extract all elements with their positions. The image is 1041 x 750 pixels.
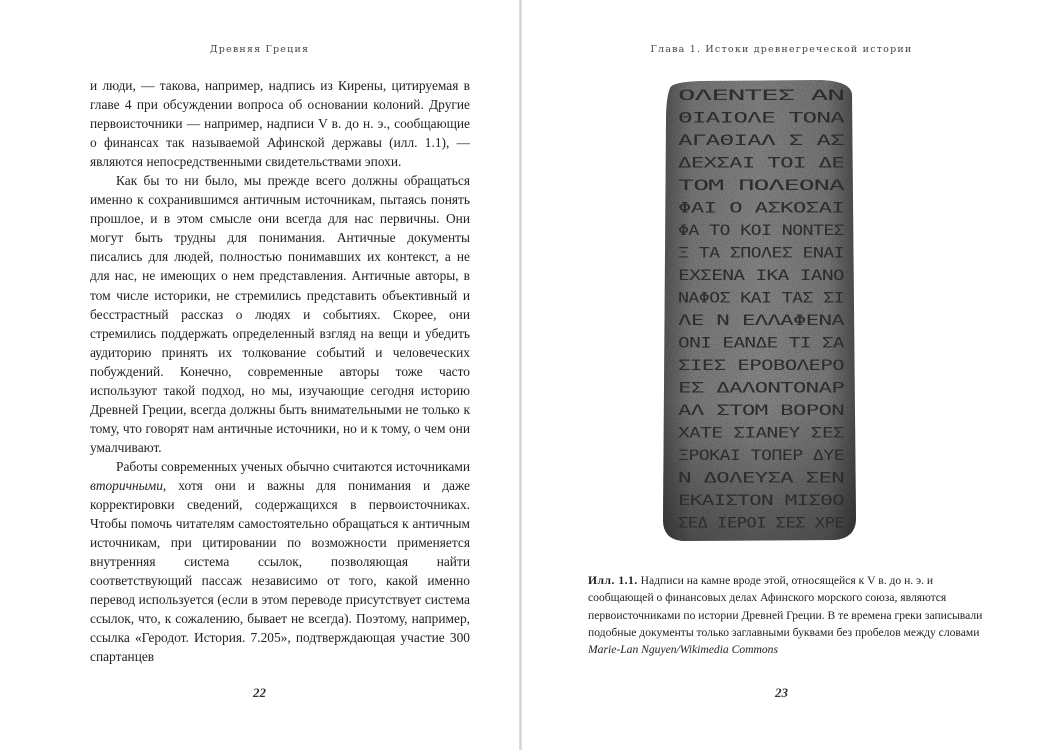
caption-credit: Marie-Lan Nguyen/Wikimedia Commons [588, 643, 778, 657]
inscription-line: ΦΑ ΤΟ ΚΟΙ ΝΟΝΤΕΣ [678, 223, 845, 239]
inscription-line: ΔΕΧΣΑΙ ΤΟΙ ΔΕ [678, 155, 844, 172]
inscription-line: ΛΕ Ν ΕΛΛΑΦΕΝΑ [678, 313, 846, 329]
running-head-right: Глава 1. Истоки древнегреческой истории [650, 44, 913, 55]
page-number-right: 23 [775, 685, 788, 700]
right-page [522, 0, 1041, 750]
inscription-line: ΟΝΙ ΕΑΝΔΕ ΤΙ ΣΑ [678, 335, 846, 352]
paragraph-1: и люди, — такова, например, надпись из Кирены, цитируемая в главе 4 при обсуждении вопроса об основании колоний. Другие первоисточники — например, надписи V в. до н. э., сообщающие о финансах так называемой Афинской державы (илл. 1.1), — являются непосредственными свидетельствами эпохи. [90, 78, 470, 170]
paragraph-3-start: Работы современных ученых обычно считаются источниками [116, 458, 470, 474]
paragraph-3 [90, 457, 470, 667]
inscription-line: ΞΡΟΚΑΙ ΤΟΠΕΡ ΔΥΕ [678, 448, 844, 464]
inscription-line: ΟΛΕΝΤΕΣ ΑΝ [678, 88, 844, 104]
page-number-left: 22 [253, 685, 266, 700]
inscription-line: ΕΣ ΔΑΛΟΝΤΟΝΑΡ [678, 380, 846, 397]
inscription-line: ΘΙΑΙΟΛΕ ΤΟΝΑ [678, 110, 846, 127]
inscription-line: ΤΟΜ ΠΟΛΕΟΝΑ [678, 178, 846, 194]
body-text [90, 76, 470, 666]
emphasis-secondary: вторичными [90, 477, 163, 493]
inscription-stele-image [660, 80, 857, 542]
running-head-left: Древняя Греция [209, 44, 310, 55]
inscription-line: ΝΑΦΟΣ ΚΑΙ ΤΑΣ ΣΙ [678, 290, 844, 307]
inscription-line: ΣΙΕΣ ΕΡΟΒΟΛΕΡΟ [678, 358, 844, 374]
inscription-line: ΑΛ ΣΤΟΜ ΒΟΡΟΝ [678, 403, 844, 419]
inscription-line: ΕΚΑΙΣΤΟΝ ΜΙΣΘΟ [678, 493, 844, 509]
caption-label: Илл. 1.1. [588, 574, 638, 587]
inscription-line: Ξ ΤΑ ΣΠΟΛΕΣ ΕΝΑΙ [678, 245, 844, 262]
inscription-line: ΣΕΔ ΙΕΡΟΙ ΣΕΣ ΧΡΕ [678, 515, 844, 532]
left-page [0, 0, 519, 750]
inscription-line: Ν ΔΟΛΕΥΣΑ ΣΕΝ [678, 470, 844, 487]
figure-caption [588, 572, 983, 658]
paragraph-2: Как бы то ни было, мы прежде всего должны обращаться именно к сохранившимся античным источникам, пытаясь понять прошлое, и в этом смысле они всегда для нас первичны. Они могут быть трудны для понимания. Античные документы писались для людей, полностью понимавших их контекст, а не для нас, не имеющих о нем представления. Античные авторы, в том числе историки, не стремились представить объективный и бесстрастный рассказ о людях и событиях. Скорее, они стремились поддержать определенный взгляд на вещи и убедить аудиторию принять их толкование событий и человеческих побуждений. Конечно, современные авторы тоже часто используют такой подход, но мы, изучающие сегодня историю Древней Греции, всегда должны быть внимательными не только к тому, что говорят нам античные источники, но и к тому, о чем они умалчивают. [90, 173, 470, 455]
inscription-line: ΕΧΣΕΝΑ ΙΚΑ ΙΑΝΟ [678, 268, 844, 284]
inscription-line: ΦΑΙ Ο ΑΣΚΟΣΑΙ [678, 200, 844, 217]
caption-text: Надписи на камне вроде этой, относящейся к V в. до н. э. и сообщающей о финансовых делах Афинского морского союза, являются первоисточниками по истории Древней Греции. В те времена греки записывали подобные документы только заглавными буквами без пробелов между словами [588, 574, 983, 639]
inscription-line: ΧΑΤΕ ΣΙΑΝΕΥ ΣΕΣ [678, 425, 846, 442]
paragraph-3-end: , хотя они и важны для понимания и даже корректировки сведений, содержащихся в первоисточниках. Чтобы помочь читателям самостоятельно обращаться к античным источникам, при цитировании по возможности применяется внутренняя система ссылок, позволяющая найти соответствующий пассаж независимо от того, какой именно перевод используется (если в этом переводе присутствует система ссылок, что, к сожалению, бывает не всегда). Поэтому, например, ссылка «Геродот. История. 7.205», подтверждающая участие 300 спартанцев [90, 477, 470, 665]
inscription-line: ΑΓΑΘΙΑΛ Σ ΑΣ [678, 133, 846, 149]
